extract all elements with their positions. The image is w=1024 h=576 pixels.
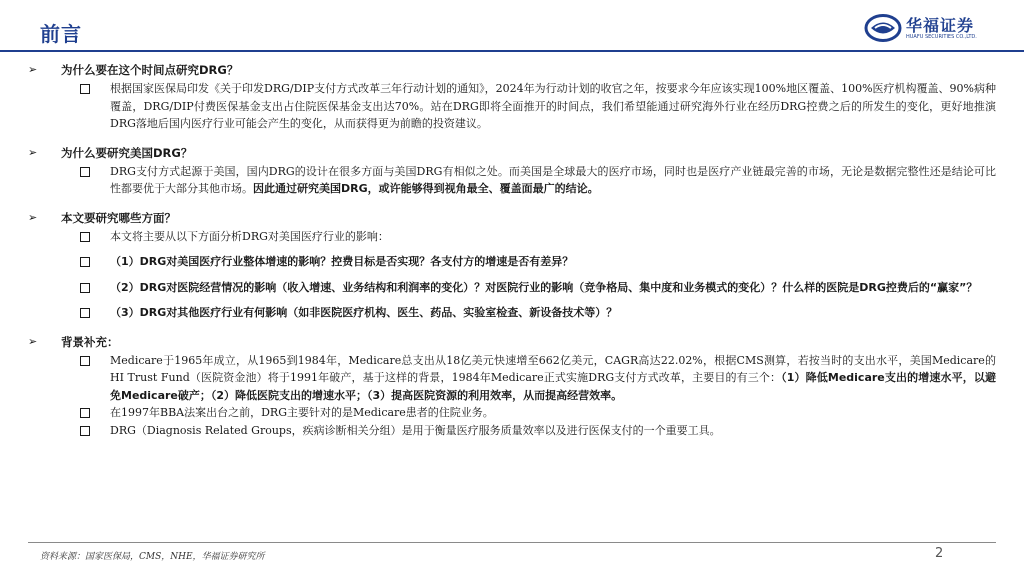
- item-bold-text: 因此通过研究美国DRG，或许能够得到视角最全、覆盖面最广的结论。: [253, 182, 599, 195]
- slide-body: [0, 60, 1024, 449]
- section-why-us: [0, 143, 1024, 198]
- section-question: [0, 60, 1024, 80]
- slide-header: [0, 0, 1024, 52]
- item-text: 根据国家医保局印发《关于印发DRG/DIP支付方式改革三年行动计划的通知》，2024年为行动计划的收官之年，按要求今年应该实现100%地区覆盖、100%医疗机构覆盖、90%病种覆盖，DRG/DIP付费医保基金支出占住院医保基金支出达70%。站在DRG即将全面推开的时间点，我们希望能通过研究海外行业在经历DRG控费之后的所发生的变化，更好地推演DRG落地后国内医疗行业可能会产生的变化，从而获得更为前瞻的投资建议。: [110, 82, 996, 130]
- item-bold-text: （2）DRG对医院经营情况的影响（收入增速、业务结构和利润率的变化）？对医院行业的影响（竞争格局、集中度和业务模式的变化）？什么样的医院是DRG控费后的“赢家”？: [110, 280, 978, 294]
- question-text: 本文要研究哪些方面？: [61, 210, 176, 225]
- square-bullet-icon: [80, 308, 90, 318]
- question-text: 背景补充：: [61, 334, 119, 349]
- item-text: 在1997年BBA法案出台之前，DRG主要针对的是Medicare患者的住院业务。: [110, 406, 494, 419]
- square-bullet-icon: [80, 408, 90, 418]
- square-bullet-icon: [80, 283, 90, 293]
- list-item: [0, 80, 1024, 133]
- list-item: [0, 228, 1024, 246]
- list-item: [0, 163, 1024, 198]
- arrow-bullet-icon: ➢: [28, 145, 38, 159]
- arrow-bullet-icon: ➢: [28, 210, 38, 224]
- section-question: [0, 332, 1024, 352]
- section-background: [0, 332, 1024, 440]
- section-question: [0, 143, 1024, 163]
- logo-name-cn: 华福证券: [906, 16, 975, 35]
- square-bullet-icon: [80, 356, 90, 366]
- list-item: [0, 352, 1024, 405]
- section-scope: [0, 208, 1024, 322]
- square-bullet-icon: [80, 257, 90, 267]
- square-bullet-icon: [80, 426, 90, 436]
- list-item: [0, 253, 1024, 271]
- list-item: [0, 422, 1024, 440]
- item-bold-text: （1）DRG对美国医疗行业整体增速的影响？控费目标是否实现？各支付方的增速是否有差异？: [110, 255, 574, 268]
- source-note: 资料来源：国家医保局，CMS，NHE，华福证券研究所: [40, 552, 265, 562]
- list-item: [0, 304, 1024, 322]
- arrow-bullet-icon: ➢: [28, 63, 38, 76]
- title-divider: [0, 50, 1024, 52]
- list-item: [0, 279, 1024, 297]
- square-bullet-icon: [80, 167, 90, 177]
- item-text: DRG支付方式起源于美国，国内DRG的设计在很多方面与美国DRG有相似之处。而美国是全球最大的医疗市场，同时也是医疗产业链最完善的市场，无论是数据完整性还是结论可比性都要优于大部分其他市场。: [110, 164, 996, 195]
- section-question: [0, 208, 1024, 228]
- huafu-logo-icon: [864, 13, 902, 43]
- item-text: 本文将主要从以下方面分析DRG对美国医疗行业的影响：: [110, 229, 389, 243]
- arrow-bullet-icon: ➢: [28, 334, 38, 348]
- section-why-now: [0, 60, 1024, 133]
- company-logo: [864, 11, 994, 45]
- square-bullet-icon: [80, 232, 90, 242]
- item-text: DRG（Diagnosis Related Groups，疾病诊断相关分组）是用于衡量医疗服务质量效率以及进行医保支付的一个重要工具。: [110, 423, 721, 437]
- item-text: Medicare于1965年成立，从1965到1984年，Medicare总支出从18亿美元快速增至662亿美元，CAGR高达22.02%，根据CMS测算，若按当时的支出水平，美国Medicare的HI Trust Fund（医院资金池）将于1991年破产，基于这样的背景，1984年Medicare正式实施DRG支付方式改革，主要目的有三个：: [110, 353, 996, 384]
- square-bullet-icon: [80, 84, 90, 94]
- logo-name-en: HUAFU SECURITIES CO.,LTD.: [906, 34, 977, 40]
- page-number: 2: [935, 546, 944, 561]
- page-title: 前言: [40, 22, 82, 46]
- footer-divider: [28, 542, 996, 543]
- question-text: 为什么要研究美国DRG？: [61, 145, 193, 160]
- item-bold-text: （3）DRG对其他医疗行业有何影响（如非医院医疗机构、医生、药品、实验室检查、新设备技术等）？: [110, 306, 618, 319]
- question-text: 为什么要在这个时间点研究DRG？: [61, 63, 239, 77]
- list-item: [0, 404, 1024, 422]
- item-bold-text: （1）降低Medicare支出的增速水平，以避免Medicare破产；（2）降低医院支出的增速水平；（3）提高医院资源的利用效率，从而提高经营效率。: [110, 371, 996, 402]
